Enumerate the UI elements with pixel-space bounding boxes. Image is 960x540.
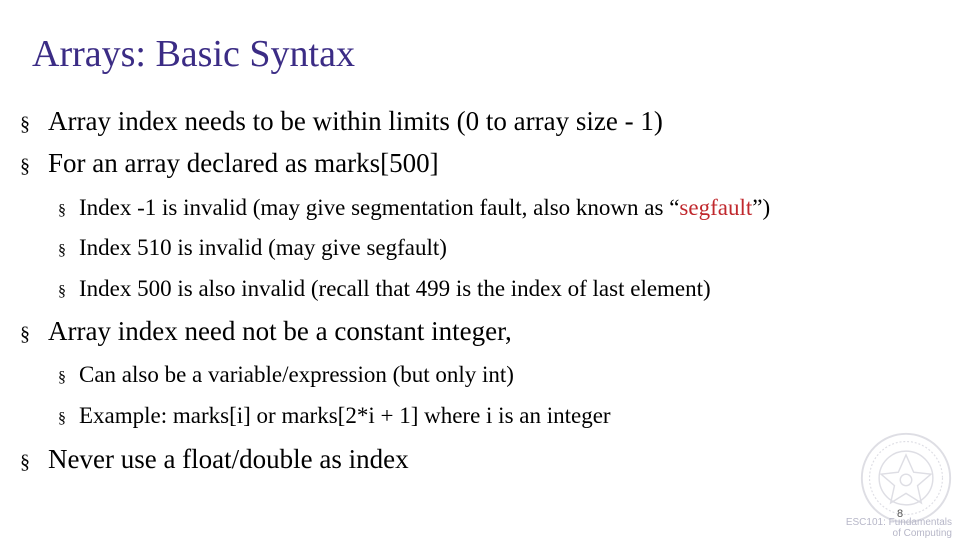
sub-bullet-index-500 bbox=[58, 276, 711, 302]
bullet-text: Array index need not be a constant integer, bbox=[48, 316, 512, 346]
bullet-array-declared bbox=[20, 148, 439, 179]
bullet-marker: § bbox=[20, 113, 30, 135]
sub-bullet-text: Index 510 is invalid (may give segfault) bbox=[79, 235, 447, 260]
sub-bullet-text: Example: marks[i] or marks[2*i + 1] where i is an integer bbox=[79, 403, 611, 428]
bullet-text: Array index needs to be within limits (0 to array size - 1) bbox=[48, 106, 663, 136]
slide-title: Arrays: Basic Syntax bbox=[32, 33, 355, 75]
page-number: 8 bbox=[897, 508, 904, 520]
sub-bullet-example bbox=[58, 403, 611, 429]
bullet-marker: § bbox=[58, 202, 66, 219]
bullet-text: For an array declared as marks[500] bbox=[48, 148, 439, 178]
sub-bullet-variable-expression bbox=[58, 362, 514, 388]
course-footer-line2: of Computing bbox=[892, 528, 952, 539]
course-footer bbox=[846, 517, 952, 539]
text-before: Index -1 is invalid (may give segmentation fault, also known as “ bbox=[79, 195, 680, 220]
sub-bullet-text: Index 500 is also invalid (recall that 499 is the index of last element) bbox=[79, 276, 711, 301]
bullet-marker: § bbox=[20, 155, 30, 177]
sub-bullet-text bbox=[79, 195, 770, 221]
bullet-marker: § bbox=[58, 242, 66, 259]
sub-bullet-index-510 bbox=[58, 235, 447, 261]
bullet-not-constant bbox=[20, 316, 512, 347]
course-footer-line1: ESC101: Fundamentals bbox=[845, 517, 952, 528]
institute-seal-icon bbox=[858, 430, 954, 526]
sub-bullet-text: Can also be a variable/expression (but only int) bbox=[79, 362, 514, 387]
bullet-marker: § bbox=[20, 451, 30, 473]
bullet-marker: § bbox=[58, 369, 66, 386]
bullet-array-index-limits bbox=[20, 106, 663, 137]
bullet-marker: § bbox=[58, 410, 66, 427]
bullet-never-float bbox=[20, 444, 409, 475]
bullet-marker: § bbox=[20, 323, 30, 345]
sub-bullet-index-minus-one bbox=[58, 195, 770, 221]
text-after: ”) bbox=[752, 195, 771, 220]
bullet-marker: § bbox=[58, 283, 66, 300]
segfault-highlight: segfault bbox=[679, 195, 753, 220]
bullet-text: Never use a float/double as index bbox=[48, 444, 409, 474]
